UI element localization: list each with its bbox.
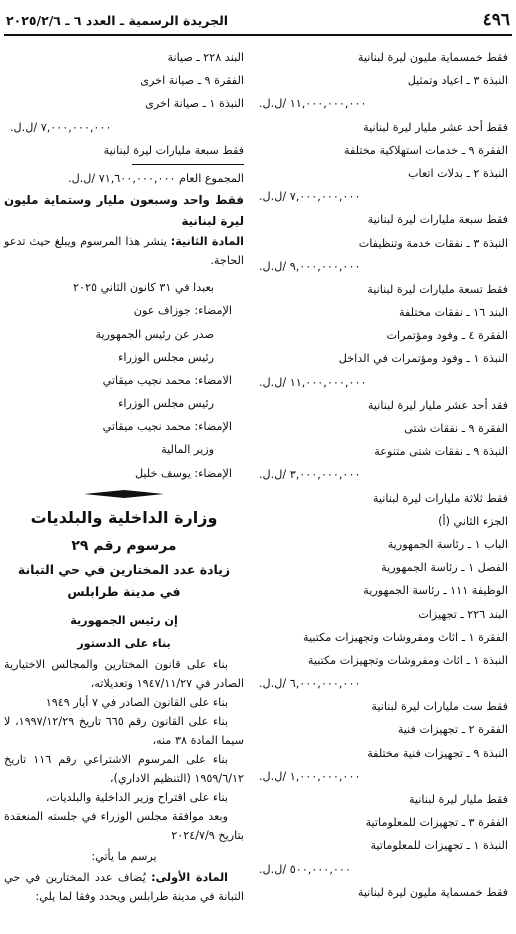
amount-line: ٥٠٠,٠٠٠,٠٠٠ /ل.ل. [259, 862, 351, 876]
article-one-label: المادة الأولى: [151, 871, 229, 885]
budget-line: النبذة ٢ ـ بدلات اتعاب [408, 166, 508, 180]
preamble-paragraph: بناء على القانون الصادر في ٧ أيار ١٩٤٩ [45, 696, 228, 710]
grand-total-words: فقط واحد وسبعون مليار وستماية مليون ليرة لبنانية [4, 193, 244, 229]
budget-line: النبذة ١ ـ وفود ومؤتمرات في الداخل [338, 352, 508, 366]
decree-number: مرسوم رقم ٢٩ [71, 537, 177, 554]
amount-line: ٣,٠٠٠,٠٠٠,٠٠٠ /ل.ل. [259, 468, 361, 482]
budget-line: فقط خمسماية مليون ليرة لبنانية [357, 51, 508, 64]
budget-line: الفقرة ٢ ـ تجهيزات فنية [397, 723, 508, 737]
budget-line: الفقرة ٩ ـ خدمات استهلاكية مختلفة [343, 143, 508, 157]
preamble-paragraph: وبعد موافقة مجلس الوزراء في جلسته المنعقدة بتاريخ ٢٠٢٤/٧/٩ [4, 810, 244, 843]
budget-line: فقط تسعة مليارات ليرة لبنانية [367, 282, 508, 296]
decree-title: زيادة عدد المختارين في حي التبانة [17, 561, 231, 577]
budget-line: الفقرة ١ ـ اثاث ومفروشات وتجهيزات مكتبية [303, 630, 508, 644]
article-two [4, 232, 244, 270]
budget-line: فقط مليار ليرة لبنانية [408, 793, 508, 806]
amount-line: ٩,٠٠٠,٠٠٠,٠٠٠ /ل.ل. [259, 259, 361, 273]
amount-line: ٦,٠٠٠,٠٠٠,٠٠٠ /ل.ل. [259, 677, 361, 691]
budget-line: الفقرة ٣ ـ تجهيزات للمعلوماتية [365, 816, 508, 830]
budget-line: النبذة ١ ـ صيانة اخرى [145, 97, 244, 111]
budget-line: الجزء الثاني (أ) [438, 514, 508, 528]
amount-line: ٧,٠٠٠,٠٠٠,٠٠٠ /ل.ل. [259, 190, 361, 204]
signature-line: صدر عن رئيس الجمهورية [95, 327, 214, 341]
preamble-paragraph: بناء على المرسوم الاشتراعي رقم ١١٦ تاريخ ١٩٥٩/٦/١٢ (التنظيم الاداري)، [4, 753, 244, 786]
budget-line: النبذة ٣ ـ اعياد وتمثيل [407, 74, 508, 88]
decree-title: في مدينة طرابلس [67, 583, 181, 599]
amount-line: ١١,٠٠٠,٠٠٠,٠٠٠ /ل.ل. [259, 375, 367, 389]
section-divider [4, 485, 244, 503]
constitution-heading: بناء على الدستور [77, 637, 171, 650]
grand-total: المجموع العام ٧١,٦٠٠,٠٠٠,٠٠٠ /ل.ل. [68, 171, 244, 185]
article-two-text: ينشر هذا المرسوم ويبلغ حيث تدعو الحاجة. [4, 235, 244, 268]
article-one [4, 868, 244, 906]
budget-line: فقط سبعة مليارات ليرة لبنانية [103, 143, 244, 157]
budget-line: النبذة ٩ ـ نفقات شتى متنوعة [374, 445, 508, 459]
budget-line: فقط خمسماية مليون ليرة لبنانية [357, 885, 508, 899]
signature-line: الإمضاء: محمد نجيب ميقاتي [102, 420, 232, 434]
preamble-paragraph: بناء على اقتراح وزير الداخلية والبلديات، [45, 791, 228, 805]
amount-line: ٧,٠٠٠,٠٠٠,٠٠٠ /ل.ل. [10, 120, 112, 134]
preamble-paragraph: بناء على قانون المختارين والمجالس الاختيارية الصادر في ١٩٤٧/١١/٢٧ وتعديلاته، [4, 658, 244, 691]
page-header [4, 8, 512, 36]
signature-line: الإمضاء: يوسف خليل [134, 466, 232, 480]
budget-line: فقد أحد عشر مليار ليرة لبنانية [367, 398, 508, 412]
budget-line: النبذة ١ ـ اثاث ومفروشات وتجهيزات مكتبية [307, 653, 508, 667]
left-column [4, 46, 244, 906]
gazette-title: الجريدة الرسمية ـ العدد ٦ ـ ٢٠٢٥/٢/٦ [6, 13, 229, 28]
ministry-title: وزارة الداخلية والبلديات [30, 507, 218, 527]
signature-line: الامضاء: محمد نجيب ميقاتي [102, 373, 232, 387]
article-one-text: يُضاف عدد المختارين في حي التبانة في مدينة طرابلس ويحدد وفقا لما يلي: [4, 871, 244, 904]
signature-date: بعبدا في ٣١ كانون الثاني ٢٠٢٥ [73, 281, 214, 295]
amount-line: ١١,٠٠٠,٠٠٠,٠٠٠ /ل.ل. [259, 97, 367, 111]
page-number: ٤٩٦ [482, 10, 510, 30]
budget-line: النبذة ١ ـ تجهيزات للمعلوماتية [370, 839, 508, 853]
amount-line: ١,٠٠٠,٠٠٠,٠٠٠ /ل.ل. [259, 769, 361, 783]
budget-line: البند ١٦ ـ نفقات مختلفة [398, 306, 508, 320]
budget-line: النبذة ٣ ـ نفقات خدمة وتنظيفات [358, 236, 508, 250]
budget-line: النبذة ٩ ـ تجهيزات فنية مختلفة [367, 746, 508, 760]
divider-ornament [84, 489, 164, 499]
total-separator [132, 164, 244, 165]
signature-line: وزير المالية [161, 443, 214, 457]
budget-line: الباب ١ ـ رئاسة الجمهورية [387, 537, 508, 551]
right-column [253, 46, 508, 904]
preamble-paragraph: بناء على القانون رقم ٦٦٥ تاريخ ١٩٩٧/١٢/٢٩، لا سيما المادة ٣٨ منه، [4, 715, 244, 748]
budget-line: فقط سبعة مليارات ليرة لبنانية [367, 213, 508, 227]
budget-line: فقط ست مليارات ليرة لبنانية [371, 700, 508, 714]
decrees-line: يرسم ما يأتي: [91, 850, 157, 864]
signature-line: رئيس مجلس الوزراء [118, 350, 214, 364]
president-heading: إن رئيس الجمهورية [70, 613, 178, 627]
budget-line: الفقرة ٩ ـ نفقات شتى [404, 422, 508, 435]
article-two-label: المادة الثانية: [170, 235, 245, 249]
budget-line: فقط أحد عشر مليار ليرة لبنانية [363, 120, 508, 134]
budget-line: الفصل ١ ـ رئاسة الجمهورية [381, 561, 508, 575]
budget-line: الفقرة ٤ ـ وفود ومؤتمرات [386, 329, 508, 343]
budget-line: البند ٢٢٦ ـ تجهيزات [418, 607, 508, 621]
budget-line: البند ٢٢٨ ـ صيانة [167, 51, 244, 64]
budget-line: الفقرة ٩ ـ صيانة اخرى [140, 74, 244, 88]
signature-line: الإمضاء: جوزاف عون [133, 304, 232, 318]
budget-line: فقط ثلاثة مليارات ليرة لبنانية [372, 491, 508, 505]
signature-line: رئيس مجلس الوزراء [118, 397, 214, 411]
budget-line: الوظيفة ١١١ ـ رئاسة الجمهورية [363, 584, 508, 598]
